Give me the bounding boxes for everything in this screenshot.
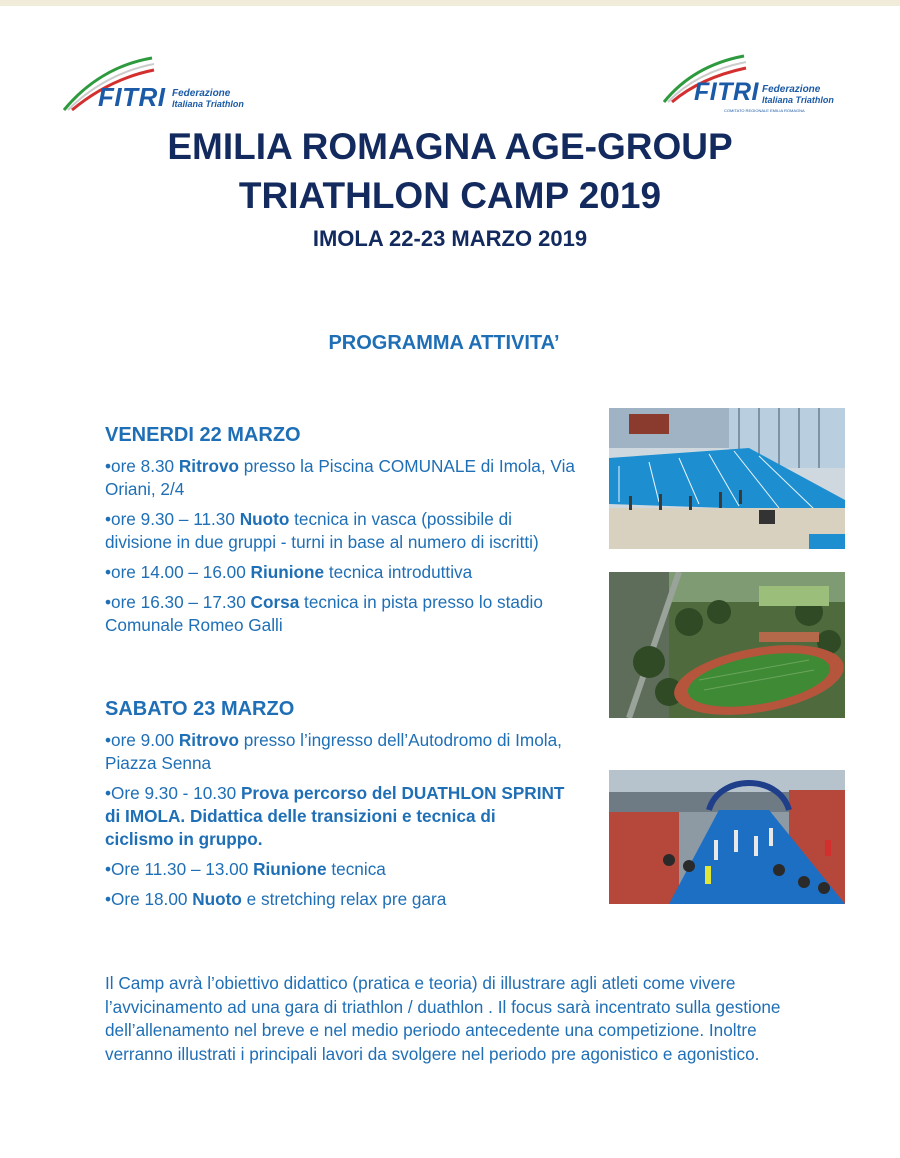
title-line-1: EMILIA ROMAGNA AGE-GROUP: [167, 126, 733, 167]
friday-schedule-list: [105, 455, 575, 644]
schedule-item: •ore 8.30 Ritrovo presso la Piscina COMUNALE di Imola, Via Oriani, 2/4: [105, 456, 575, 499]
schedule-item: •ore 9.00 Ritrovo presso l’ingresso dell’Autodromo di Imola, Piazza Senna: [105, 730, 562, 773]
day-heading-saturday: SABATO 23 MARZO: [105, 698, 295, 720]
schedule-item: •Ore 11.30 – 13.00 Riunione tecnica: [105, 859, 386, 879]
top-border: [0, 0, 900, 6]
schedule-item: •ore 9.30 – 11.30 Nuoto tecnica in vasca (possibile di divisione in due gruppi - turni in base al numero di iscritti): [105, 509, 539, 552]
logo-line2: Italiana Triathlon: [762, 95, 834, 105]
saturday-schedule-list: [105, 729, 565, 918]
fitri-logo-left: [62, 52, 262, 114]
logo-brand: FITRI: [98, 82, 166, 112]
logo-brand: FITRI: [694, 78, 759, 106]
title-line-2: TRIATHLON CAMP 2019: [238, 175, 662, 216]
schedule-item: •ore 16.30 – 17.30 Corsa tecnica in pista presso lo stadio Comunale Romeo Galli: [105, 592, 543, 635]
swimming-pool-photo: [609, 408, 845, 549]
logo-line1: Federazione: [762, 84, 821, 95]
day-heading-friday: VENERDI 22 MARZO: [105, 424, 301, 446]
event-subtitle: IMOLA 22-23 MARZO 2019: [312, 226, 588, 251]
bike-transition-photo: [609, 770, 845, 904]
athletics-stadium-photo: [609, 572, 845, 718]
schedule-item: •Ore 18.00 Nuoto e stretching relax pre gara: [105, 889, 447, 909]
logo-line3: COMITATO REGIONALE EMILIA ROMAGNA: [724, 108, 805, 113]
camp-description: Il Camp avrà l’obiettivo didattico (pratica e teoria) di illustrare agli atleti come vivere l’avvicinamento ad una gara di triathlon / duathlon . Il focus sarà incentrato sulla gestione dell’allenamento nel breve e nel medio periodo antecedente una competizione. Inoltre verranno illustrati i principali lavori da svolgere nel periodo pre agonistico e agonistico.: [105, 973, 781, 1064]
logo-line2: Italiana Triathlon: [172, 99, 244, 109]
schedule-item: •Ore 9.30 - 10.30 Prova percorso del DUATHLON SPRINT di IMOLA. Didattica delle transizioni e tecnica di ciclismo in gruppo.: [105, 783, 565, 849]
program-title: PROGRAMMA ATTIVITA’: [328, 332, 560, 354]
fitri-logo-right: [660, 54, 850, 116]
logo-line1: Federazione: [172, 88, 231, 99]
schedule-item: •ore 14.00 – 16.00 Riunione tecnica introduttiva: [105, 562, 473, 582]
